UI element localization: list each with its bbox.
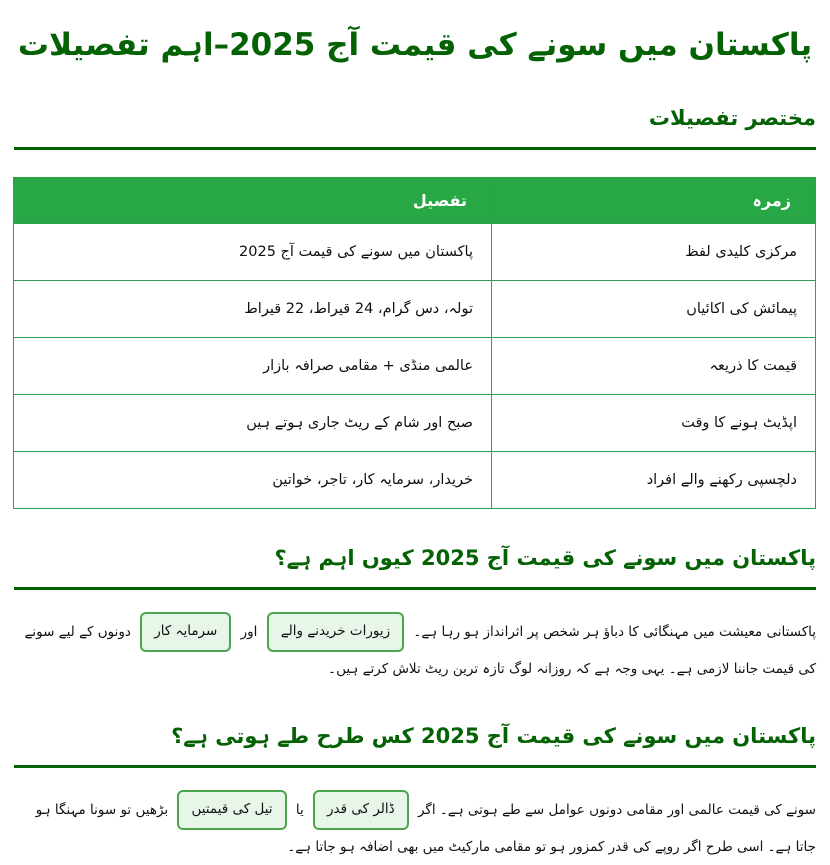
- cell-detail: تولہ، دس گرام، 24 قیراط، 22 قیراط: [14, 280, 492, 337]
- paragraph-text: سونے کی قیمت عالمی اور مقامی دونوں عوامل سے طے ہوتی ہے۔ اگر: [417, 801, 816, 818]
- table-row: [14, 394, 816, 451]
- summary-section-heading: مختصر تفصیلات: [14, 105, 816, 150]
- cell-category: پیمائش کی اکائیاں: [492, 280, 816, 337]
- table-row: [14, 280, 816, 337]
- cell-category: مرکزی کلیدی لفظ: [492, 223, 816, 280]
- cell-category: اپڈیٹ ہونے کا وقت: [492, 394, 816, 451]
- page-title: پاکستان میں سونے کی قیمت آج 2025–اہم تفصیلات: [17, 27, 813, 63]
- cell-detail: خریدار، سرمایہ کار، تاجر، خواتین: [14, 451, 492, 508]
- how-section-paragraph: [14, 790, 816, 865]
- table-row: [14, 337, 816, 394]
- paragraph-text: اور: [240, 623, 258, 640]
- table-row: [14, 223, 816, 280]
- cell-category: قیمت کا ذریعہ: [492, 337, 816, 394]
- why-section-paragraph: [14, 612, 816, 687]
- cell-detail: عالمی منڈی + مقامی صرافہ بازار: [14, 337, 492, 394]
- highlight-tag-dollar-value[interactable]: ڈالر کی قدر: [313, 790, 409, 830]
- paragraph-text: پاکستانی معیشت میں مہنگائی کا دباؤ ہر شخص پر اثرانداز ہو رہا ہے۔: [413, 623, 816, 640]
- why-section-heading: پاکستان میں سونے کی قیمت آج 2025 کیوں اہم ہے؟: [14, 545, 816, 590]
- paragraph-text: بڑھیں تو سونا مہنگا ہو جاتا ہے۔ اسی طرح اگر روپے کی قدر کمزور ہو تو مقامی مارکیٹ میں بھی اضافہ ہو جاتا ہے۔: [35, 801, 816, 855]
- paragraph-text: دونوں کے لیے سونے کی قیمت جاننا لازمی ہے۔ یہی وجہ ہے کہ روزانہ لوگ تازہ ترین ریٹ تلاش کرتے ہیں۔: [24, 623, 816, 677]
- how-section-heading: پاکستان میں سونے کی قیمت آج 2025 کس طرح طے ہوتی ہے؟: [14, 723, 816, 768]
- column-header-detail: تفصیل: [14, 177, 492, 223]
- column-header-category: زمرہ: [492, 177, 816, 223]
- highlight-tag-jewellery-buyers[interactable]: زیورات خریدنے والے: [267, 612, 404, 652]
- summary-table: [13, 177, 816, 509]
- paragraph-text: یا: [295, 801, 304, 818]
- highlight-tag-oil-prices[interactable]: تیل کی قیمتیں: [177, 790, 286, 830]
- cell-detail: صبح اور شام کے ریٹ جاری ہوتے ہیں: [14, 394, 492, 451]
- table-row: [14, 451, 816, 508]
- article-page: [0, 22, 830, 855]
- cell-category: دلچسپی رکھنے والے افراد: [492, 451, 816, 508]
- highlight-tag-investors[interactable]: سرمایہ کار: [140, 612, 231, 652]
- table-header-row: [14, 177, 816, 223]
- cell-detail: پاکستان میں سونے کی قیمت آج 2025: [14, 223, 492, 280]
